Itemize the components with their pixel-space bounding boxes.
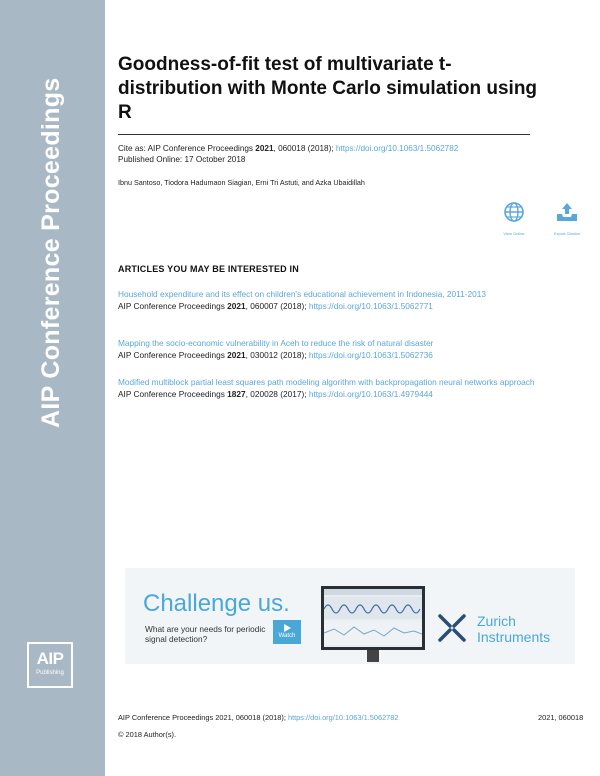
footer-page-ref: 2021, 060018 xyxy=(538,713,584,722)
related-article xyxy=(118,289,538,312)
zurich-instruments-logo-icon xyxy=(437,613,467,643)
signal-plot-graphic xyxy=(324,589,422,647)
article-doi-link[interactable]: https://doi.org/10.1063/1.5062771 xyxy=(308,301,433,311)
view-online-button[interactable] xyxy=(489,200,539,236)
article-doi-link[interactable]: https://doi.org/10.1063/1.4979444 xyxy=(308,389,433,399)
article-volume: 2021 xyxy=(227,301,246,311)
article-ref-details: , 020028 (2017); xyxy=(245,389,309,399)
footer-doi-link[interactable]: https://doi.org/10.1063/1.5062782 xyxy=(287,713,399,722)
journal-title-vertical: AIP Conference Proceedings xyxy=(37,77,65,428)
citation-block xyxy=(118,143,458,165)
ad-brand: Zurich Instruments xyxy=(477,613,551,645)
article-journal: AIP Conference Proceedings xyxy=(118,350,228,360)
title-divider xyxy=(118,134,530,135)
related-article xyxy=(118,377,538,400)
monitor-image xyxy=(321,586,425,650)
watch-label: Watch xyxy=(278,633,296,639)
cite-volume: 2021 xyxy=(255,144,274,153)
cite-doi-link[interactable]: https://doi.org/10.1063/1.5062782 xyxy=(335,144,459,153)
article-doi-link[interactable]: https://doi.org/10.1063/1.5062736 xyxy=(308,350,433,360)
footer-ref-prefix: AIP Conference Proceedings 2021, 060018 (2018); xyxy=(118,713,288,722)
view-online-label: View Online xyxy=(503,231,525,236)
watch-button[interactable] xyxy=(273,620,301,644)
article-volume: 1827 xyxy=(227,389,246,399)
related-article-title[interactable]: Modified multiblock partial least squares path modeling algorithm with backpropagation neural networks approach xyxy=(118,377,535,387)
article-ref-details: , 060007 (2018); xyxy=(245,301,309,311)
related-article-title[interactable]: Household expenditure and its effect on children's educational achievement in Indonesia, 2011-2013 xyxy=(118,289,486,299)
export-citation-label: Export Citation xyxy=(553,231,581,236)
published-date: Published Online: 17 October 2018 xyxy=(118,155,246,164)
paper-title: Goodness-of-fit test of multivariate t-distribution with Monte Carlo simulation using R xyxy=(118,54,538,123)
sidebar xyxy=(0,0,105,776)
export-citation-icon xyxy=(554,200,580,224)
advertisement-banner[interactable] xyxy=(125,568,575,664)
related-article-title[interactable]: Mapping the socio-economic vulnerability in Aceh to reduce the risk of natural disaster xyxy=(118,338,434,348)
monitor-stand xyxy=(367,650,379,662)
cite-rest: , 060018 (2018); xyxy=(273,144,336,153)
author-list: Ibnu Santoso, Tiodora Hadumaon Siagian, Erni Tri Astuti, and Azka Ubaidillah xyxy=(118,178,365,187)
play-icon xyxy=(282,623,292,633)
aip-publishing-logo[interactable] xyxy=(27,642,73,688)
monitor-screen xyxy=(324,589,422,647)
globe-icon xyxy=(502,200,526,224)
aip-logo-sub: Publishing xyxy=(36,670,64,676)
ad-headline: Challenge us. xyxy=(143,590,290,617)
related-articles-heading: ARTICLES YOU MAY BE INTERESTED IN xyxy=(118,264,299,274)
article-journal: AIP Conference Proceedings xyxy=(118,389,228,399)
export-citation-button[interactable] xyxy=(542,200,592,236)
article-volume: 2021 xyxy=(227,350,246,360)
related-article-ref xyxy=(118,388,538,400)
footer-citation xyxy=(118,713,399,722)
related-article-ref xyxy=(118,349,538,361)
related-article-ref xyxy=(118,300,538,312)
copyright-notice: © 2018 Author(s). xyxy=(118,730,177,739)
aip-logo-main: AIP xyxy=(36,649,64,668)
related-article xyxy=(118,338,538,361)
article-journal: AIP Conference Proceedings xyxy=(118,301,228,311)
ad-subtext: What are your needs for periodic signal detection? xyxy=(145,624,266,644)
article-ref-details: , 030012 (2018); xyxy=(245,350,309,360)
cite-as-prefix: Cite as: AIP Conference Proceedings xyxy=(118,144,256,153)
